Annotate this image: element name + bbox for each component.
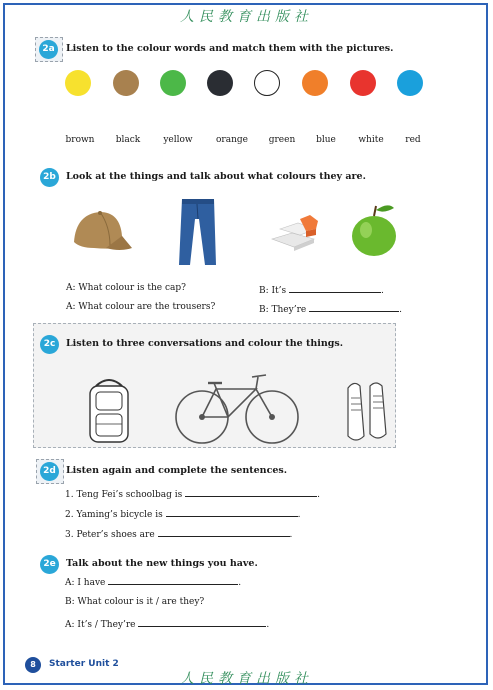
bricks-icon bbox=[270, 211, 320, 251]
talk-line bbox=[65, 575, 241, 588]
answer-blank[interactable] bbox=[185, 487, 317, 497]
fill-in-sentence bbox=[65, 507, 300, 520]
colour-swatch[interactable] bbox=[113, 70, 139, 96]
sentence-end: . bbox=[381, 286, 384, 296]
answer-line bbox=[259, 302, 402, 315]
colour-word: brown bbox=[65, 135, 95, 145]
publisher-watermark-bottom: 人民教育出版社 bbox=[180, 671, 313, 687]
shoes-icon bbox=[344, 380, 390, 444]
colour-word: blue bbox=[316, 135, 336, 145]
answer-blank[interactable] bbox=[166, 507, 298, 517]
trousers-icon bbox=[178, 197, 218, 267]
colour-swatch[interactable] bbox=[350, 70, 376, 96]
sentence-end: . bbox=[289, 530, 293, 540]
sentence-text: A: It’s / They’re bbox=[65, 620, 139, 630]
sentence-end: . bbox=[266, 620, 270, 630]
talk-line bbox=[65, 617, 269, 630]
instruction-2e: Talk about the new things you have. bbox=[66, 558, 258, 569]
instruction-2b: Look at the things and talk about what colours they are. bbox=[66, 171, 366, 182]
answer-line bbox=[259, 283, 384, 296]
apple-icon bbox=[350, 202, 398, 258]
sentence-text: B: They’re bbox=[259, 305, 310, 315]
schoolbag-icon bbox=[86, 376, 132, 444]
instruction-2c: Listen to three conversations and colour the things. bbox=[66, 338, 344, 349]
sentence-text: B: What colour is it / are they? bbox=[65, 597, 205, 607]
instruction-2d: Listen again and complete the sentences. bbox=[66, 465, 288, 476]
colour-word: orange bbox=[216, 135, 248, 145]
page-number: 8 bbox=[25, 657, 41, 673]
fill-in-sentence bbox=[65, 527, 292, 540]
sentence-end: . bbox=[399, 305, 402, 315]
question-line: A: What colour are the trousers? bbox=[66, 302, 216, 312]
answer-blank[interactable] bbox=[158, 527, 290, 537]
unit-title: Starter Unit 2 bbox=[49, 659, 119, 669]
colour-swatch[interactable] bbox=[207, 70, 233, 96]
sentence-text: A: I have bbox=[65, 578, 109, 588]
colour-word: yellow bbox=[163, 135, 193, 145]
answer-blank[interactable] bbox=[138, 617, 266, 627]
section-badge-2c: 2c bbox=[40, 335, 59, 354]
fill-in-sentence bbox=[65, 487, 320, 500]
colour-word: red bbox=[405, 135, 421, 145]
cap-icon bbox=[70, 206, 134, 254]
colour-swatch[interactable] bbox=[302, 70, 328, 96]
instruction-2a: Listen to the colour words and match them with the pictures. bbox=[66, 43, 394, 54]
sentence-end: . bbox=[317, 490, 320, 500]
sentence-end: . bbox=[297, 510, 301, 520]
colour-swatch[interactable] bbox=[160, 70, 186, 96]
section-badge-2a: 2a bbox=[39, 40, 58, 59]
colour-word: black bbox=[115, 135, 141, 145]
sentence-text: B: It’s bbox=[259, 286, 290, 296]
sentence-text: 3. Peter’s shoes are bbox=[65, 530, 158, 540]
section-badge-2b: 2b bbox=[40, 168, 59, 187]
colour-word: green bbox=[268, 135, 296, 145]
colour-swatch[interactable] bbox=[397, 70, 423, 96]
answer-blank[interactable] bbox=[309, 302, 399, 312]
answer-blank[interactable] bbox=[108, 575, 238, 585]
colour-swatch[interactable] bbox=[65, 70, 91, 96]
question-line: A: What colour is the cap? bbox=[66, 283, 186, 293]
colour-swatch[interactable] bbox=[254, 70, 280, 96]
answer-blank[interactable] bbox=[289, 283, 381, 293]
bicycle-icon bbox=[172, 371, 300, 447]
sentence-text: 2. Yaming’s bicycle is bbox=[65, 510, 166, 520]
talk-line bbox=[65, 597, 204, 607]
sentence-text: 1. Teng Fei’s schoolbag is bbox=[65, 490, 186, 500]
section-badge-2d: 2d bbox=[40, 462, 59, 481]
colour-word: white bbox=[358, 135, 384, 145]
publisher-watermark-top: 人民教育出版社 bbox=[180, 9, 313, 25]
section-badge-2e: 2e bbox=[40, 555, 59, 574]
sentence-end: . bbox=[238, 578, 242, 588]
